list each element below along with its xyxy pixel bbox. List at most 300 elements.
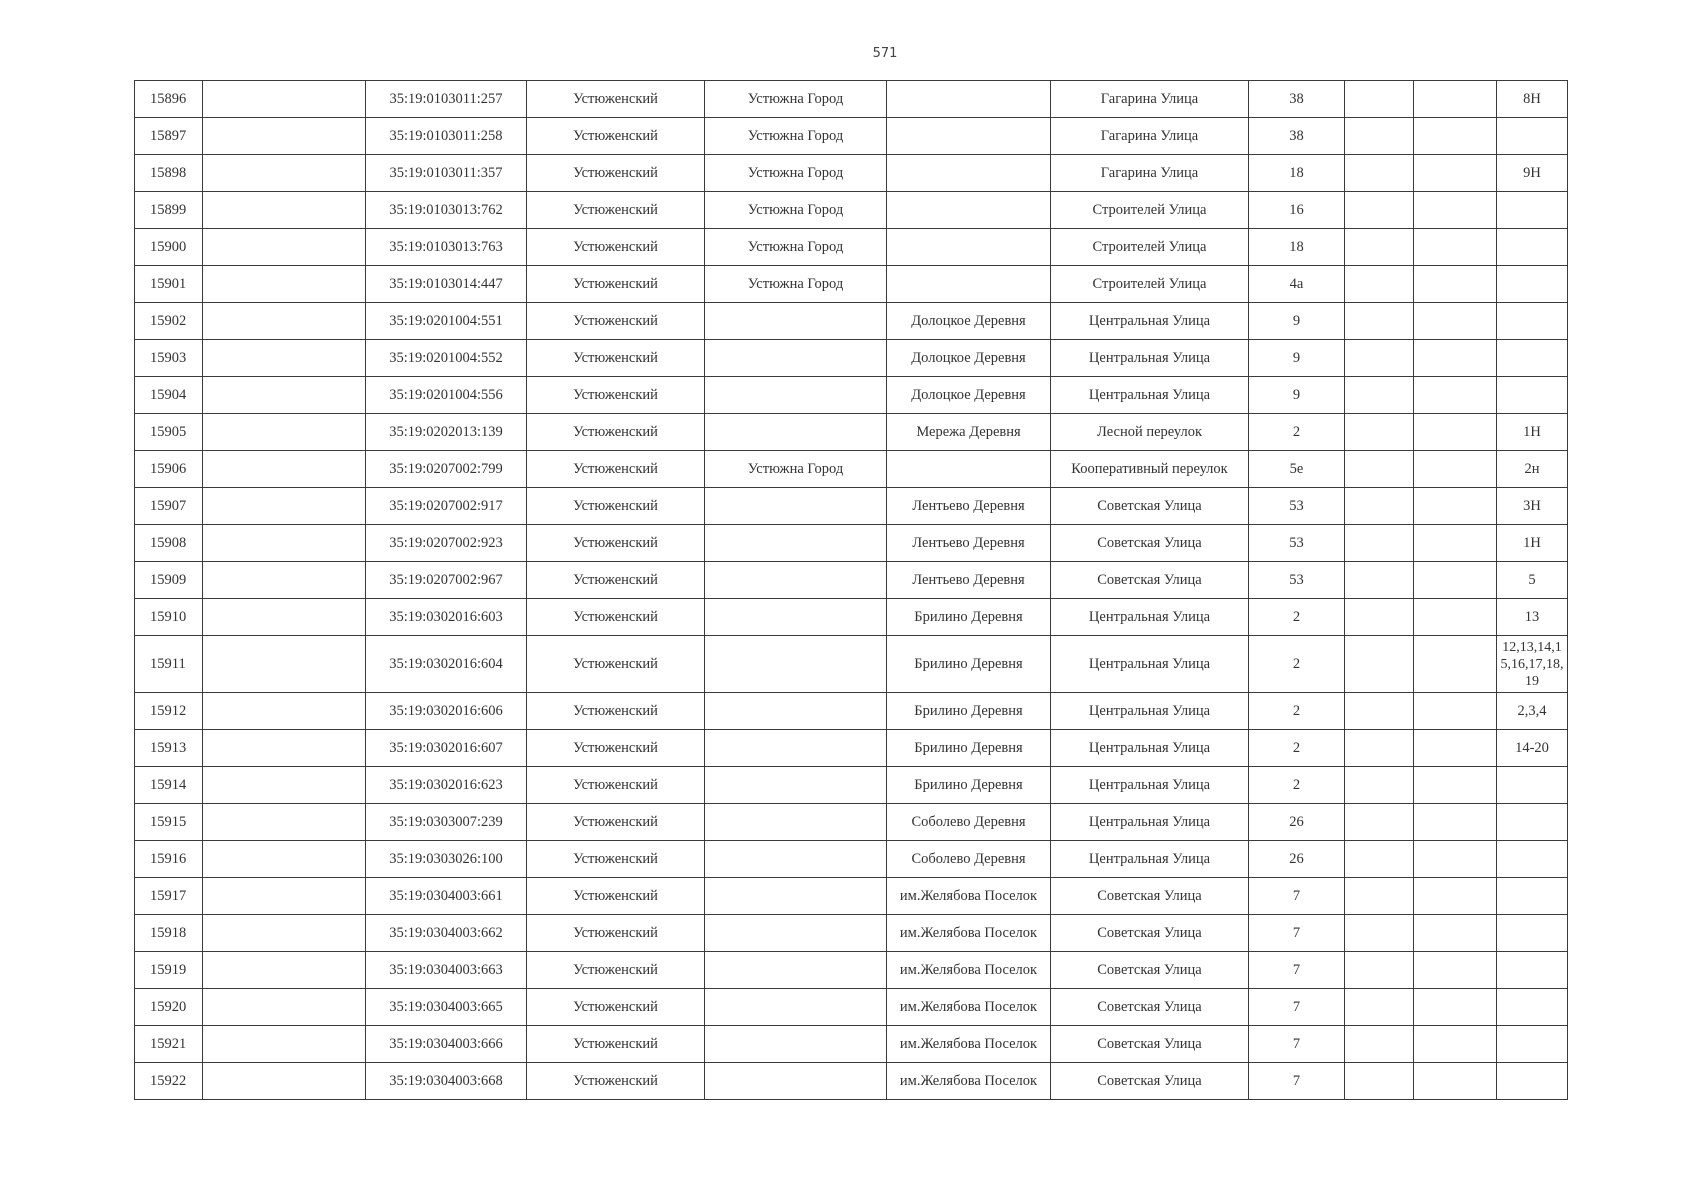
premises-number-cell [1497,841,1568,878]
street-cell: Центральная Улица [1051,377,1249,414]
street-cell: Строителей Улица [1051,229,1249,266]
table-row [135,340,1568,377]
premises-number-cell [1497,878,1568,915]
city-cell [705,1063,887,1100]
empty-cell-2 [203,266,366,303]
house-number-cell: 2 [1249,730,1345,767]
district-cell: Устюженский [527,488,705,525]
locality-cell: Брилино Деревня [887,599,1051,636]
empty-cell-2 [203,192,366,229]
cadastral-number-cell: 35:19:0201004:552 [366,340,527,377]
empty-cell-10 [1414,303,1497,340]
premises-number-cell [1497,192,1568,229]
page-number: 571 [872,46,898,61]
empty-cell-9 [1345,989,1414,1026]
premises-number-cell: 14-20 [1497,730,1568,767]
district-cell: Устюженский [527,636,705,693]
empty-cell-10 [1414,81,1497,118]
city-cell [705,1026,887,1063]
city-cell: Устюжна Город [705,155,887,192]
street-cell: Центральная Улица [1051,767,1249,804]
empty-cell-10 [1414,878,1497,915]
empty-cell-10 [1414,525,1497,562]
house-number-cell: 7 [1249,878,1345,915]
district-cell: Устюженский [527,1063,705,1100]
premises-number-cell [1497,229,1568,266]
empty-cell-10 [1414,636,1497,693]
district-cell: Устюженский [527,340,705,377]
street-cell: Центральная Улица [1051,599,1249,636]
record-number-cell: 15916 [135,841,203,878]
empty-cell-2 [203,414,366,451]
record-number-cell: 15904 [135,377,203,414]
empty-cell-2 [203,488,366,525]
street-cell: Советская Улица [1051,952,1249,989]
empty-cell-2 [203,841,366,878]
table-row [135,488,1568,525]
house-number-cell: 38 [1249,118,1345,155]
empty-cell-9 [1345,414,1414,451]
street-cell: Гагарина Улица [1051,81,1249,118]
locality-cell [887,266,1051,303]
city-cell [705,804,887,841]
record-number-cell: 15899 [135,192,203,229]
premises-number-cell [1497,1063,1568,1100]
city-cell [705,841,887,878]
cadastral-number-cell: 35:19:0304003:661 [366,878,527,915]
record-number-cell: 15902 [135,303,203,340]
premises-number-cell [1497,266,1568,303]
house-number-cell: 7 [1249,952,1345,989]
house-number-cell: 7 [1249,915,1345,952]
premises-number-cell [1497,915,1568,952]
registry-body [135,81,1568,1100]
table-row [135,229,1568,266]
record-number-cell: 15906 [135,451,203,488]
district-cell: Устюженский [527,693,705,730]
house-number-cell: 18 [1249,155,1345,192]
empty-cell-9 [1345,155,1414,192]
house-number-cell: 5е [1249,451,1345,488]
table-row [135,118,1568,155]
city-cell [705,377,887,414]
district-cell: Устюженский [527,81,705,118]
street-cell: Советская Улица [1051,989,1249,1026]
city-cell [705,525,887,562]
district-cell: Устюженский [527,229,705,266]
premises-number-cell: 2н [1497,451,1568,488]
table-row [135,730,1568,767]
street-cell: Центральная Улица [1051,303,1249,340]
empty-cell-10 [1414,414,1497,451]
table-row [135,303,1568,340]
cadastral-number-cell: 35:19:0304003:668 [366,1063,527,1100]
cadastral-number-cell: 35:19:0103014:447 [366,266,527,303]
empty-cell-9 [1345,488,1414,525]
premises-number-cell [1497,767,1568,804]
locality-cell: Долоцкое Деревня [887,303,1051,340]
record-number-cell: 15898 [135,155,203,192]
empty-cell-9 [1345,451,1414,488]
registry-table [134,80,1568,1100]
city-cell [705,414,887,451]
record-number-cell: 15907 [135,488,203,525]
city-cell: Устюжна Город [705,118,887,155]
premises-number-cell: 9Н [1497,155,1568,192]
district-cell: Устюженский [527,989,705,1026]
empty-cell-9 [1345,599,1414,636]
locality-cell: Соболево Деревня [887,841,1051,878]
record-number-cell: 15921 [135,1026,203,1063]
table-row [135,915,1568,952]
locality-cell: Долоцкое Деревня [887,377,1051,414]
street-cell: Центральная Улица [1051,340,1249,377]
empty-cell-9 [1345,1063,1414,1100]
locality-cell: Брилино Деревня [887,636,1051,693]
empty-cell-10 [1414,229,1497,266]
empty-cell-2 [203,804,366,841]
city-cell: Устюжна Город [705,81,887,118]
table-row [135,693,1568,730]
premises-number-cell: 2,3,4 [1497,693,1568,730]
city-cell: Устюжна Город [705,266,887,303]
empty-cell-10 [1414,377,1497,414]
record-number-cell: 15911 [135,636,203,693]
house-number-cell: 26 [1249,841,1345,878]
record-number-cell: 15912 [135,693,203,730]
cadastral-number-cell: 35:19:0304003:663 [366,952,527,989]
premises-number-cell: 3Н [1497,488,1568,525]
empty-cell-10 [1414,915,1497,952]
district-cell: Устюженский [527,915,705,952]
record-number-cell: 15897 [135,118,203,155]
street-cell: Советская Улица [1051,488,1249,525]
district-cell: Устюженский [527,878,705,915]
premises-number-cell [1497,989,1568,1026]
premises-number-cell: 8Н [1497,81,1568,118]
street-cell: Лесной переулок [1051,414,1249,451]
locality-cell: Брилино Деревня [887,767,1051,804]
street-cell: Советская Улица [1051,878,1249,915]
house-number-cell: 53 [1249,488,1345,525]
cadastral-number-cell: 35:19:0303026:100 [366,841,527,878]
street-cell: Советская Улица [1051,562,1249,599]
table-row [135,81,1568,118]
table-row [135,155,1568,192]
empty-cell-10 [1414,488,1497,525]
table-row [135,952,1568,989]
district-cell: Устюженский [527,377,705,414]
table-row [135,989,1568,1026]
record-number-cell: 15909 [135,562,203,599]
empty-cell-9 [1345,118,1414,155]
empty-cell-9 [1345,229,1414,266]
record-number-cell: 15913 [135,730,203,767]
premises-number-cell [1497,340,1568,377]
street-cell: Советская Улица [1051,1063,1249,1100]
city-cell [705,693,887,730]
house-number-cell: 53 [1249,525,1345,562]
empty-cell-2 [203,952,366,989]
city-cell [705,340,887,377]
street-cell: Центральная Улица [1051,693,1249,730]
table-row [135,878,1568,915]
district-cell: Устюженский [527,767,705,804]
house-number-cell: 16 [1249,192,1345,229]
table-row [135,841,1568,878]
district-cell: Устюженский [527,192,705,229]
empty-cell-2 [203,1063,366,1100]
premises-number-cell: 12,13,14,15,16,17,18,19 [1497,636,1568,693]
cadastral-number-cell: 35:19:0207002:923 [366,525,527,562]
empty-cell-2 [203,118,366,155]
cadastral-number-cell: 35:19:0302016:606 [366,693,527,730]
district-cell: Устюженский [527,525,705,562]
empty-cell-10 [1414,451,1497,488]
cadastral-number-cell: 35:19:0302016:607 [366,730,527,767]
house-number-cell: 2 [1249,767,1345,804]
empty-cell-2 [203,730,366,767]
empty-cell-2 [203,81,366,118]
cadastral-number-cell: 35:19:0103013:762 [366,192,527,229]
empty-cell-9 [1345,804,1414,841]
empty-cell-10 [1414,340,1497,377]
locality-cell: Лентьево Деревня [887,562,1051,599]
locality-cell: Лентьево Деревня [887,525,1051,562]
table-row [135,377,1568,414]
empty-cell-2 [203,303,366,340]
empty-cell-9 [1345,303,1414,340]
table-row [135,525,1568,562]
cadastral-number-cell: 35:19:0302016:603 [366,599,527,636]
district-cell: Устюженский [527,1026,705,1063]
empty-cell-10 [1414,192,1497,229]
empty-cell-2 [203,878,366,915]
city-cell [705,488,887,525]
premises-number-cell: 13 [1497,599,1568,636]
cadastral-number-cell: 35:19:0302016:604 [366,636,527,693]
empty-cell-10 [1414,1063,1497,1100]
cadastral-number-cell: 35:19:0103011:258 [366,118,527,155]
premises-number-cell [1497,377,1568,414]
district-cell: Устюженский [527,155,705,192]
street-cell: Гагарина Улица [1051,155,1249,192]
city-cell [705,915,887,952]
empty-cell-2 [203,451,366,488]
record-number-cell: 15910 [135,599,203,636]
house-number-cell: 7 [1249,989,1345,1026]
house-number-cell: 7 [1249,1026,1345,1063]
empty-cell-10 [1414,841,1497,878]
house-number-cell: 2 [1249,636,1345,693]
cadastral-number-cell: 35:19:0201004:556 [366,377,527,414]
locality-cell: Брилино Деревня [887,693,1051,730]
premises-number-cell [1497,952,1568,989]
locality-cell: им.Желябова Поселок [887,1063,1051,1100]
city-cell [705,730,887,767]
empty-cell-2 [203,915,366,952]
empty-cell-2 [203,562,366,599]
empty-cell-9 [1345,767,1414,804]
house-number-cell: 2 [1249,693,1345,730]
table-row [135,804,1568,841]
house-number-cell: 9 [1249,377,1345,414]
empty-cell-9 [1345,636,1414,693]
empty-cell-9 [1345,878,1414,915]
empty-cell-9 [1345,693,1414,730]
district-cell: Устюженский [527,952,705,989]
premises-number-cell: 1Н [1497,525,1568,562]
house-number-cell: 2 [1249,414,1345,451]
table-row [135,414,1568,451]
empty-cell-10 [1414,155,1497,192]
locality-cell: Брилино Деревня [887,730,1051,767]
street-cell: Центральная Улица [1051,636,1249,693]
locality-cell [887,155,1051,192]
table-row [135,562,1568,599]
house-number-cell: 38 [1249,81,1345,118]
empty-cell-9 [1345,340,1414,377]
record-number-cell: 15900 [135,229,203,266]
cadastral-number-cell: 35:19:0207002:799 [366,451,527,488]
locality-cell [887,192,1051,229]
empty-cell-2 [203,229,366,266]
city-cell: Устюжна Город [705,229,887,266]
empty-cell-9 [1345,525,1414,562]
record-number-cell: 15914 [135,767,203,804]
empty-cell-10 [1414,562,1497,599]
empty-cell-9 [1345,192,1414,229]
street-cell: Центральная Улица [1051,841,1249,878]
record-number-cell: 15903 [135,340,203,377]
district-cell: Устюженский [527,118,705,155]
empty-cell-9 [1345,841,1414,878]
street-cell: Строителей Улица [1051,266,1249,303]
house-number-cell: 26 [1249,804,1345,841]
record-number-cell: 15905 [135,414,203,451]
empty-cell-10 [1414,1026,1497,1063]
empty-cell-2 [203,636,366,693]
empty-cell-10 [1414,804,1497,841]
locality-cell: им.Желябова Поселок [887,989,1051,1026]
house-number-cell: 18 [1249,229,1345,266]
locality-cell [887,229,1051,266]
house-number-cell: 2 [1249,599,1345,636]
city-cell: Устюжна Город [705,192,887,229]
empty-cell-9 [1345,562,1414,599]
empty-cell-2 [203,340,366,377]
empty-cell-9 [1345,81,1414,118]
district-cell: Устюженский [527,841,705,878]
street-cell: Советская Улица [1051,1026,1249,1063]
locality-cell: Лентьево Деревня [887,488,1051,525]
empty-cell-2 [203,693,366,730]
cadastral-number-cell: 35:19:0207002:917 [366,488,527,525]
empty-cell-2 [203,1026,366,1063]
locality-cell: им.Желябова Поселок [887,915,1051,952]
record-number-cell: 15922 [135,1063,203,1100]
empty-cell-10 [1414,266,1497,303]
street-cell: Центральная Улица [1051,804,1249,841]
record-number-cell: 15918 [135,915,203,952]
cadastral-number-cell: 35:19:0201004:551 [366,303,527,340]
cadastral-number-cell: 35:19:0103011:357 [366,155,527,192]
record-number-cell: 15917 [135,878,203,915]
locality-cell: Мережа Деревня [887,414,1051,451]
empty-cell-9 [1345,377,1414,414]
locality-cell: им.Желябова Поселок [887,952,1051,989]
street-cell: Гагарина Улица [1051,118,1249,155]
table-row [135,767,1568,804]
record-number-cell: 15896 [135,81,203,118]
city-cell [705,989,887,1026]
district-cell: Устюженский [527,730,705,767]
premises-number-cell: 1Н [1497,414,1568,451]
locality-cell [887,451,1051,488]
district-cell: Устюженский [527,303,705,340]
empty-cell-2 [203,989,366,1026]
table-row [135,1026,1568,1063]
city-cell [705,767,887,804]
house-number-cell: 53 [1249,562,1345,599]
cadastral-number-cell: 35:19:0103011:257 [366,81,527,118]
house-number-cell: 9 [1249,340,1345,377]
city-cell [705,599,887,636]
record-number-cell: 15915 [135,804,203,841]
table-row [135,636,1568,693]
record-number-cell: 15919 [135,952,203,989]
locality-cell: Соболево Деревня [887,804,1051,841]
city-cell [705,878,887,915]
table-row [135,599,1568,636]
record-number-cell: 15901 [135,266,203,303]
empty-cell-9 [1345,915,1414,952]
empty-cell-10 [1414,989,1497,1026]
street-cell: Советская Улица [1051,915,1249,952]
empty-cell-9 [1345,266,1414,303]
empty-cell-2 [203,599,366,636]
empty-cell-10 [1414,599,1497,636]
table-row [135,1063,1568,1100]
empty-cell-9 [1345,730,1414,767]
cadastral-number-cell: 35:19:0207002:967 [366,562,527,599]
street-cell: Советская Улица [1051,525,1249,562]
cadastral-number-cell: 35:19:0304003:665 [366,989,527,1026]
locality-cell [887,118,1051,155]
house-number-cell: 4а [1249,266,1345,303]
locality-cell: Долоцкое Деревня [887,340,1051,377]
street-cell: Кооперативный переулок [1051,451,1249,488]
empty-cell-2 [203,155,366,192]
locality-cell [887,81,1051,118]
house-number-cell: 9 [1249,303,1345,340]
empty-cell-10 [1414,118,1497,155]
city-cell [705,562,887,599]
premises-number-cell [1497,804,1568,841]
empty-cell-10 [1414,730,1497,767]
city-cell: Устюжна Город [705,451,887,488]
empty-cell-9 [1345,1026,1414,1063]
city-cell [705,303,887,340]
district-cell: Устюженский [527,562,705,599]
record-number-cell: 15920 [135,989,203,1026]
house-number-cell: 7 [1249,1063,1345,1100]
city-cell [705,952,887,989]
street-cell: Центральная Улица [1051,730,1249,767]
district-cell: Устюженский [527,414,705,451]
locality-cell: им.Желябова Поселок [887,878,1051,915]
empty-cell-10 [1414,693,1497,730]
